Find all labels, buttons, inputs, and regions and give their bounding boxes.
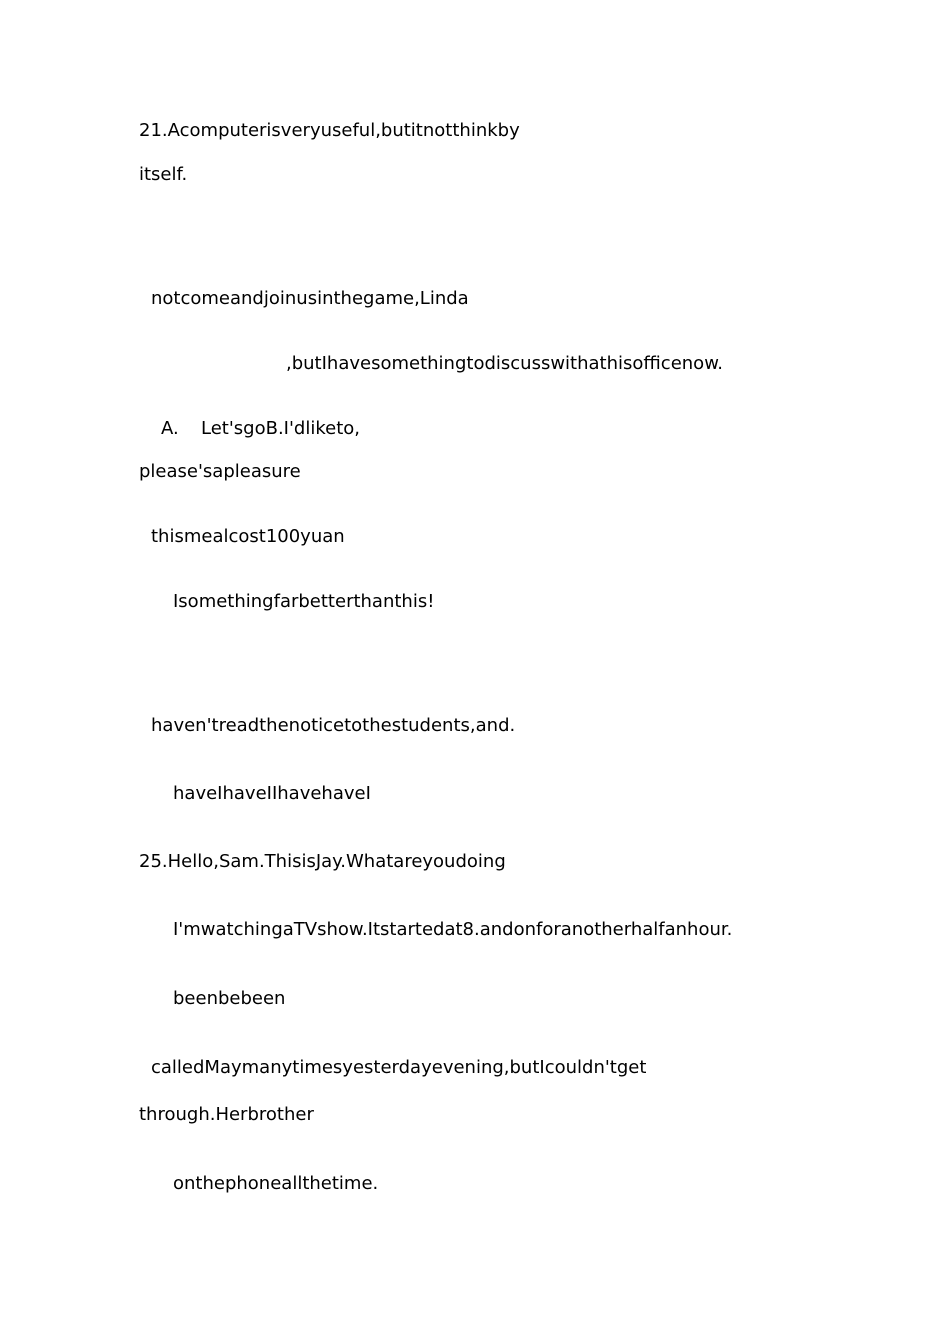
question-25-response: I'mwatchingaTVshow.Itstartedat8.andonforanotherhalfanhour.	[173, 919, 733, 940]
question-22-response: ,butIhavesomethingtodiscusswithathisofficenow.	[286, 353, 723, 374]
question-26-response: onthephoneallthetime.	[173, 1173, 379, 1194]
question-22-prompt: notcomeandjoinusinthegame,Linda	[151, 288, 469, 309]
question-23-response: Isomethingfarbetterthanthis!	[173, 591, 435, 612]
question-25-prompt: 25.Hello,Sam.ThisisJay.Whatareyoudoing	[139, 851, 506, 872]
question-22-options: Let'sgoB.I'dliketo,	[201, 418, 361, 439]
question-21-line-2: itself.	[139, 164, 188, 185]
question-26-line-2: through.Herbrother	[139, 1104, 314, 1125]
question-21-line-1: 21.Acomputerisveryuseful,butitnotthinkby	[139, 120, 520, 141]
question-23-prompt: thismealcost100yuan	[151, 526, 345, 547]
question-24-prompt: haven'treadthenoticetothestudents,and.	[151, 715, 516, 736]
question-25-options: beenbebeen	[173, 988, 286, 1009]
question-26-line-1: calledMaymanytimesyesterdayevening,butIcouldn'tget	[151, 1057, 647, 1078]
question-22-options-continued: please'sapleasure	[139, 461, 301, 482]
question-24-options: haveIhaveIIhavehaveI	[173, 783, 371, 804]
option-a-label: A.	[161, 418, 179, 439]
